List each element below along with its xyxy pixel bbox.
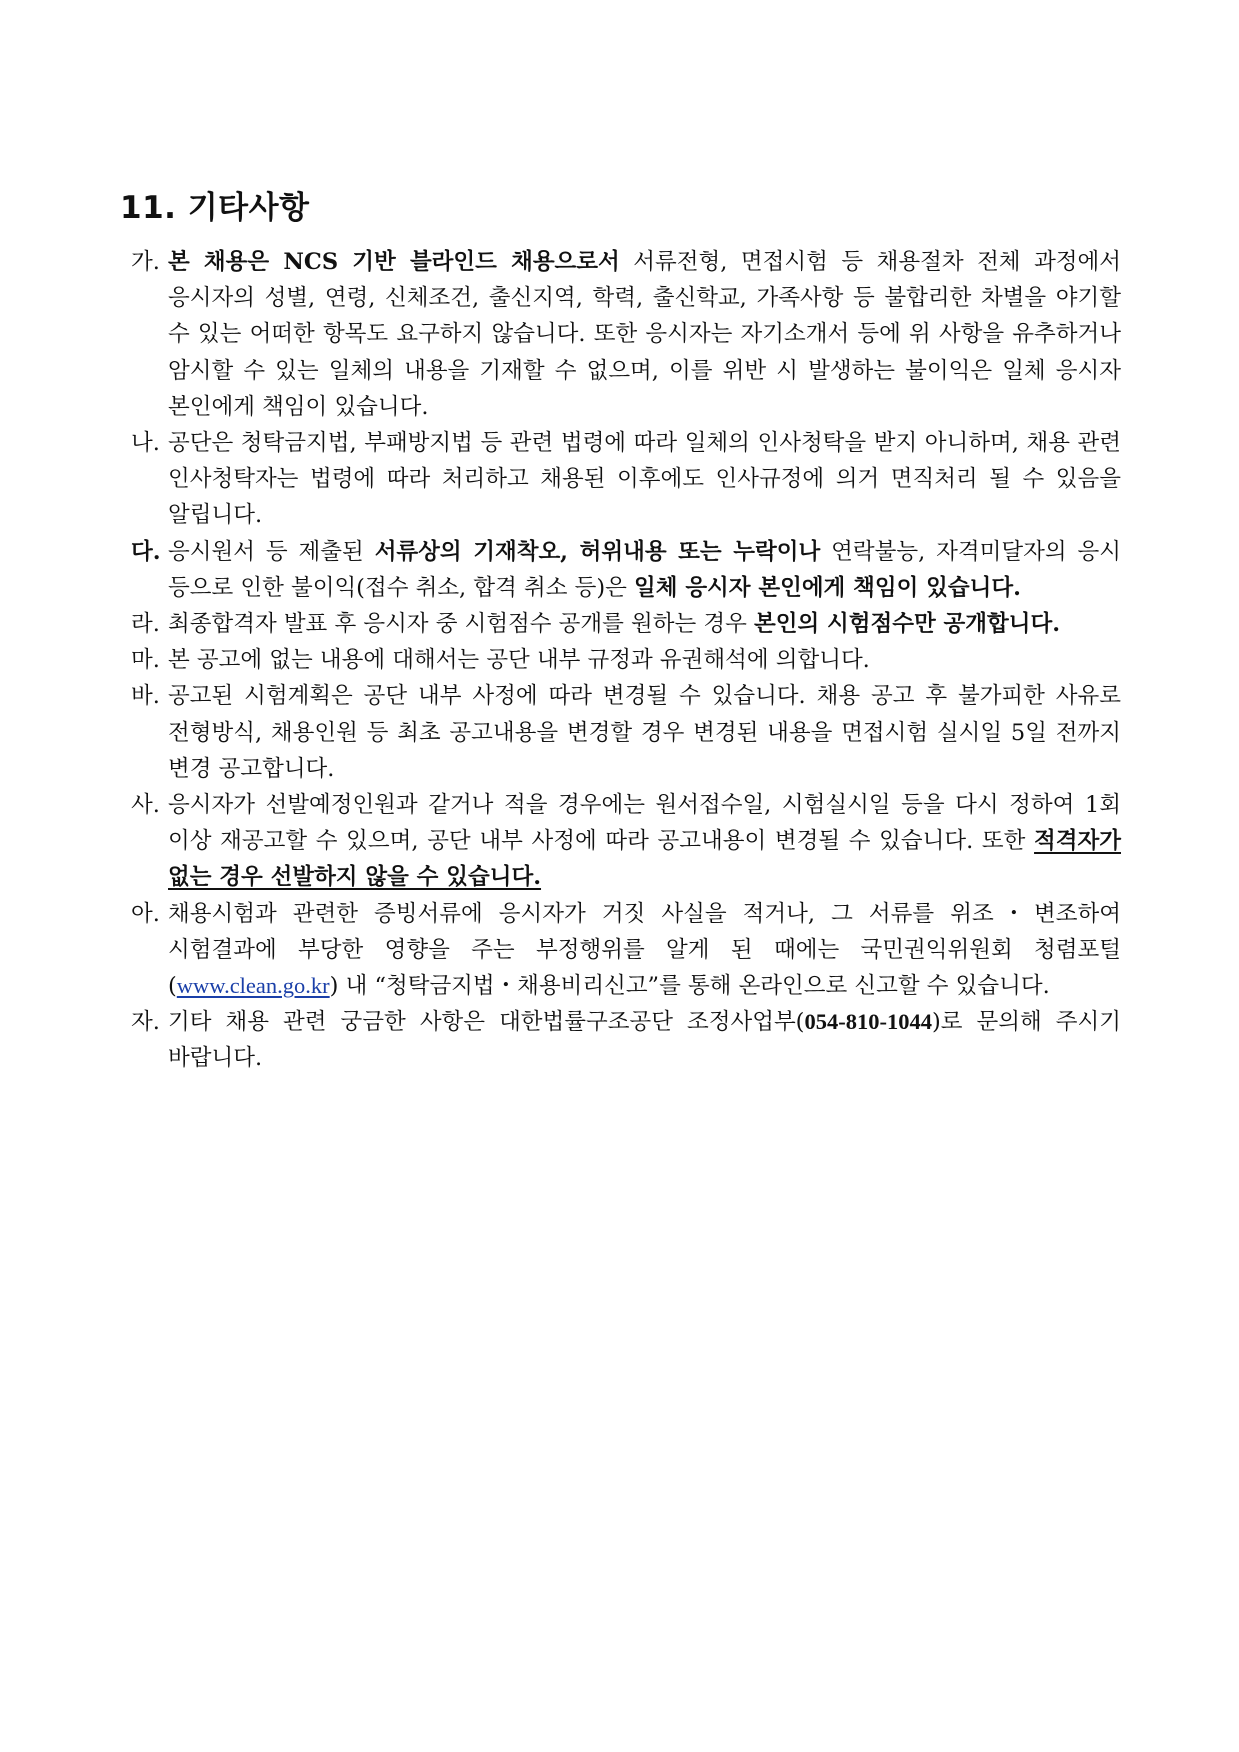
item-text: 공단은 청탁금지법, 부패방지법 등 관련 법령에 따라 일체의 인사청탁을 받지 아니하며, 채용 관련 인사청탁자는 법령에 따라 처리하고 채용된 이후에도 인사규정에 의거 면직처리 될 수 있음을 알립니다. xyxy=(168,430,1121,529)
list-item-a xyxy=(131,896,1121,1005)
item-text: 연락불능, 자격미달자의 응시 등으로 인한 불이익(접수 취소, 합격 취소 등)은 xyxy=(168,538,1121,601)
list-item-ba xyxy=(131,678,1121,787)
bold-underline-text: 적격자가 없는 경우 선발하지 않을 수 있습니다. xyxy=(168,828,1121,891)
bold-text: 일체 응시자 본인에게 책임이 있습니다. xyxy=(634,574,1021,601)
item-marker: 사. xyxy=(131,792,160,819)
item-marker: 바. xyxy=(131,683,160,710)
item-text: 응시원서 등 제출된 xyxy=(168,538,375,565)
bold-text: 서류상의 기재착오, 허위내용 또는 누락이나 xyxy=(374,538,821,565)
item-text: 최종합격자 발표 후 응시자 중 시험점수 공개를 원하는 경우 xyxy=(168,611,755,638)
section-title: 11. 기타사항 xyxy=(120,190,310,226)
item-marker: 아. xyxy=(131,900,160,927)
item-marker: 라. xyxy=(131,611,160,638)
item-text: 본 공고에 없는 내용에 대해서는 공단 내부 규정과 유권해석에 의합니다. xyxy=(168,647,870,674)
bold-text: 본인의 시험점수만 공개합니다. xyxy=(754,611,1061,638)
notice-list xyxy=(131,244,1121,1077)
list-item-ma xyxy=(131,642,1121,678)
item-text: 채용시험과 관련한 증빙서류에 응시자가 거짓 사실을 적거나, 그 서류를 위조・변조하여 시험결과에 부당한 영향을 주는 부정행위를 알게 된 때에는 국민권익위원회 청렴포털( xyxy=(168,900,1121,1000)
list-item-ja xyxy=(131,1004,1121,1076)
list-item-ra xyxy=(131,606,1121,642)
item-text: 서류전형, 면접시험 등 채용절차 전체 과정에서 응시자의 성별, 연령, 신체조건, 출신지역, 학력, 출신학교, 가족사항 등 불합리한 차별을 야기할 수 있는 어떠한 항목도 요구하지 않습니다. 또한 응시자는 자기소개서 등에 위 사항을 유추하거나 암시할 수 있는 일체의 내용을 기재할 수 없으며, 이를 위반 시 발생하는 불이익은 일체 응시자 본인에게 책임이 있습니다. xyxy=(168,249,1122,420)
item-text: 응시자가 선발예정인원과 같거나 적을 경우에는 원서접수일, 시험실시일 등을 다시 정하여 1회 이상 재공고할 수 있으며, 공단 내부 사정에 따라 공고내용이 변경될 수 있습니다. 또한 xyxy=(168,792,1121,855)
list-item-na xyxy=(131,425,1121,534)
item-marker: 다. xyxy=(131,538,161,565)
bold-lead: 본 채용은 NCS 기반 블라인드 채용으로서 xyxy=(168,249,620,275)
item-text: ) 내 “청탁금지법・채용비리신고”를 통해 온라인으로 신고할 수 있습니다. xyxy=(329,973,1050,1000)
item-marker: 자. xyxy=(131,1009,160,1036)
item-text: 공고된 시험계획은 공단 내부 사정에 따라 변경될 수 있습니다. 채용 공고 후 불가피한 사유로 전형방식, 채용인원 등 최초 공고내용을 변경할 경우 변경된 내용을 면접시험 실시일 5일 전까지 변경 공고합니다. xyxy=(168,683,1121,782)
item-marker: 마. xyxy=(131,647,160,674)
list-item-sa xyxy=(131,787,1121,896)
item-marker: 나. xyxy=(131,430,160,457)
list-item-da xyxy=(131,534,1121,606)
clean-portal-link[interactable]: www.clean.go.kr xyxy=(176,973,330,999)
item-marker: 가. xyxy=(131,249,160,275)
contact-phone: 054-810-1044 xyxy=(804,1009,932,1035)
item-text: 기타 채용 관련 궁금한 사항은 대한법률구조공단 조정사업부( xyxy=(168,1009,805,1036)
list-item-ga xyxy=(131,244,1121,425)
item-text: )로 문의해 주시기 바랍니다. xyxy=(168,1009,1121,1072)
